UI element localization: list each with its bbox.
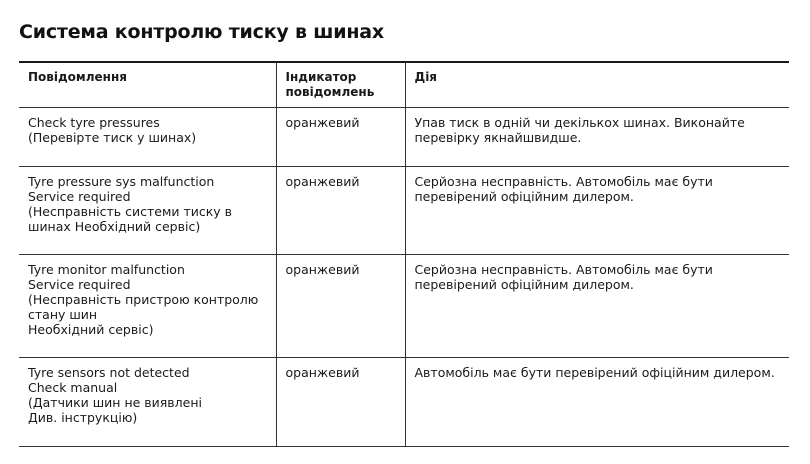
indicator-cell: оранжевий bbox=[276, 167, 405, 255]
table-row bbox=[19, 108, 789, 167]
message-cell bbox=[19, 358, 276, 447]
message-cell bbox=[19, 167, 276, 255]
header-indicator-line: Індикатор bbox=[285, 70, 357, 84]
message-line: (Перевірте тиск у шинах) bbox=[28, 130, 197, 145]
message-line: (Несправність пристрою контролю bbox=[28, 292, 259, 307]
message-line: шинах Необхідний сервіс) bbox=[28, 219, 201, 234]
message-line: Tyre monitor malfunction bbox=[28, 262, 185, 277]
message-line: (Датчики шин не виявлені bbox=[28, 395, 202, 410]
message-line: Check manual bbox=[28, 380, 118, 395]
message-line: Див. інструкцію) bbox=[28, 410, 138, 425]
message-line: (Несправність системи тиску в bbox=[28, 204, 233, 219]
action-text: Упав тиск в одній чи декількох шинах. Виконайте перевірку якнайшвидше. bbox=[414, 115, 745, 145]
page-title: Система контролю тиску в шинах bbox=[19, 21, 384, 43]
message-line: Check tyre pressures bbox=[28, 115, 160, 130]
action-text: Автомобіль має бути перевірений офіційним дилером. bbox=[414, 365, 775, 380]
message-line: Service required bbox=[28, 189, 131, 204]
indicator-cell: оранжевий bbox=[276, 358, 405, 447]
table-row bbox=[19, 255, 789, 358]
tpms-messages-table bbox=[19, 61, 789, 447]
action-text: Серйозна несправність. Автомобіль має бути перевірений офіційним дилером. bbox=[414, 174, 713, 204]
table-header-row bbox=[19, 62, 789, 108]
header-indicator bbox=[276, 62, 405, 108]
action-cell bbox=[405, 358, 789, 447]
message-line: стану шин bbox=[28, 307, 98, 322]
action-cell bbox=[405, 167, 789, 255]
indicator-cell: оранжевий bbox=[276, 255, 405, 358]
message-cell bbox=[19, 108, 276, 167]
table-row bbox=[19, 167, 789, 255]
header-indicator-line: повідомлень bbox=[285, 85, 375, 99]
table-row bbox=[19, 358, 789, 447]
indicator-cell: оранжевий bbox=[276, 108, 405, 167]
action-cell bbox=[405, 255, 789, 358]
message-line: Tyre sensors not detected bbox=[28, 365, 190, 380]
action-cell bbox=[405, 108, 789, 167]
message-line: Необхідний сервіс) bbox=[28, 322, 154, 337]
message-line: Service required bbox=[28, 277, 131, 292]
message-cell bbox=[19, 255, 276, 358]
header-action: Дія bbox=[405, 62, 789, 108]
action-text: Серйозна несправність. Автомобіль має бути перевірений офіційним дилером. bbox=[414, 262, 713, 292]
message-line: Tyre pressure sys malfunction bbox=[28, 174, 215, 189]
header-message: Повідомлення bbox=[28, 70, 127, 84]
